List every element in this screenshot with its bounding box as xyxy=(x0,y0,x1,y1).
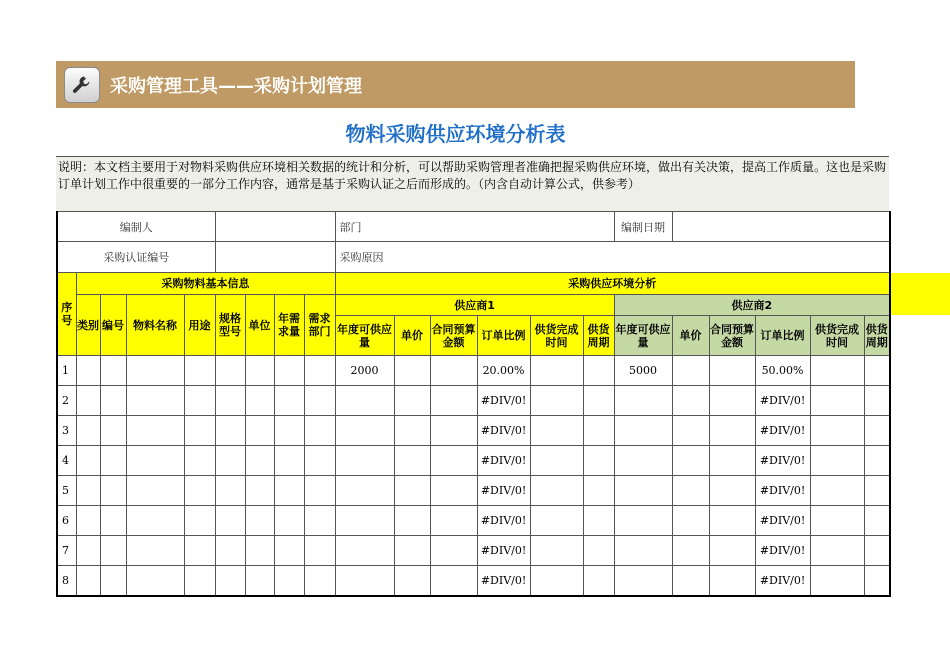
basic-cell[interactable] xyxy=(76,506,100,536)
s2-col-cycle: 供货周期 xyxy=(864,316,890,356)
s1-col-finish: 供货完成时间 xyxy=(530,316,583,356)
basic-cell[interactable] xyxy=(126,506,184,536)
basic-cell[interactable] xyxy=(304,356,335,386)
s2-col-price: 单价 xyxy=(672,316,709,356)
s2-qty-cell[interactable]: 5000 xyxy=(614,356,672,386)
s2-price-cell[interactable] xyxy=(672,416,709,446)
basic-cell[interactable] xyxy=(304,446,335,476)
s1-qty-cell[interactable] xyxy=(335,416,394,446)
s2-finish-cell[interactable] xyxy=(810,356,864,386)
s1-finish-cell[interactable] xyxy=(530,566,583,596)
basic-cell[interactable] xyxy=(215,566,245,596)
s1-qty-cell[interactable] xyxy=(335,386,394,416)
s1-qty-cell[interactable]: 2000 xyxy=(335,356,394,386)
s2-cycle-cell[interactable] xyxy=(864,566,890,596)
basic-cell[interactable] xyxy=(100,566,126,596)
s1-col-ratio: 订单比例 xyxy=(477,316,530,356)
s1-cycle-cell[interactable] xyxy=(583,446,614,476)
s1-qty-cell[interactable] xyxy=(335,476,394,506)
s1-budget-cell[interactable] xyxy=(430,476,477,506)
basic-cell[interactable] xyxy=(304,416,335,446)
s2-finish-cell[interactable] xyxy=(810,566,864,596)
editor-label: 编制人 xyxy=(57,212,215,242)
basic-cell[interactable] xyxy=(215,416,245,446)
basic-cell[interactable] xyxy=(76,356,100,386)
col-spec: 规格型号 xyxy=(215,295,245,356)
s2-cycle-cell[interactable] xyxy=(864,446,890,476)
basic-cell[interactable] xyxy=(100,356,126,386)
table-row xyxy=(57,416,890,446)
basic-cell[interactable] xyxy=(126,386,184,416)
basic-cell[interactable] xyxy=(304,536,335,566)
s1-qty-cell[interactable] xyxy=(335,506,394,536)
col-category: 类别 xyxy=(76,295,100,356)
basic-cell[interactable] xyxy=(245,356,274,386)
basic-cell[interactable] xyxy=(245,566,274,596)
s1-budget-cell[interactable] xyxy=(430,446,477,476)
s2-price-cell[interactable] xyxy=(672,476,709,506)
table-row xyxy=(57,536,890,566)
s2-finish-cell[interactable] xyxy=(810,476,864,506)
basic-cell[interactable] xyxy=(274,566,304,596)
s1-col-qty: 年度可供应量 xyxy=(335,316,394,356)
s1-price-cell[interactable] xyxy=(394,476,430,506)
s2-qty-cell[interactable] xyxy=(614,386,672,416)
s1-finish-cell[interactable] xyxy=(530,416,583,446)
s1-budget-cell[interactable] xyxy=(430,416,477,446)
s1-price-cell[interactable] xyxy=(394,446,430,476)
basic-cell[interactable] xyxy=(304,386,335,416)
basic-cell[interactable] xyxy=(245,506,274,536)
s1-price-cell[interactable] xyxy=(394,416,430,446)
supply-analysis-header: 采购供应环境分析 xyxy=(335,273,890,295)
s1-col-cycle: 供货周期 xyxy=(583,316,614,356)
s2-cycle-cell[interactable] xyxy=(864,476,890,506)
table-row xyxy=(57,506,890,536)
basic-cell[interactable] xyxy=(184,506,215,536)
basic-cell[interactable] xyxy=(184,566,215,596)
row-seq: 6 xyxy=(57,506,76,536)
basic-cell[interactable] xyxy=(126,476,184,506)
col-annual-demand: 年需求量 xyxy=(274,295,304,356)
basic-cell[interactable] xyxy=(215,476,245,506)
row-seq: 7 xyxy=(57,536,76,566)
s2-col-budget: 合同预算金额 xyxy=(709,316,755,356)
row-seq: 8 xyxy=(57,566,76,596)
s2-col-ratio: 订单比例 xyxy=(755,316,810,356)
supplier2-header: 供应商2 xyxy=(614,295,890,316)
basic-cell[interactable] xyxy=(304,506,335,536)
s2-budget-cell[interactable] xyxy=(709,536,755,566)
s2-budget-cell[interactable] xyxy=(709,356,755,386)
basic-cell[interactable] xyxy=(245,416,274,446)
s2-cycle-cell[interactable] xyxy=(864,506,890,536)
col-demand-dept: 需求部门 xyxy=(304,295,335,356)
basic-cell[interactable] xyxy=(184,446,215,476)
col-unit: 单位 xyxy=(245,295,274,356)
s2-qty-cell[interactable] xyxy=(614,566,672,596)
basic-cell[interactable] xyxy=(274,506,304,536)
s2-cycle-cell[interactable] xyxy=(864,536,890,566)
s1-ratio-cell: #DIV/0! xyxy=(477,506,530,536)
s1-budget-cell[interactable] xyxy=(430,386,477,416)
s1-ratio-cell: #DIV/0! xyxy=(477,386,530,416)
s1-cycle-cell[interactable] xyxy=(583,506,614,536)
s1-cycle-cell[interactable] xyxy=(583,386,614,416)
basic-cell[interactable] xyxy=(245,536,274,566)
s2-qty-cell[interactable] xyxy=(614,446,672,476)
basic-cell[interactable] xyxy=(184,476,215,506)
s1-finish-cell[interactable] xyxy=(530,476,583,506)
page-title: 物料采购供应环境分析表 xyxy=(345,122,566,146)
s2-qty-cell[interactable] xyxy=(614,416,672,446)
s1-finish-cell[interactable] xyxy=(530,386,583,416)
basic-cell[interactable] xyxy=(215,506,245,536)
s2-budget-cell[interactable] xyxy=(709,566,755,596)
table-row xyxy=(57,566,890,596)
s1-cycle-cell[interactable] xyxy=(583,536,614,566)
s2-col-finish: 供货完成时间 xyxy=(810,316,864,356)
basic-cell[interactable] xyxy=(184,536,215,566)
basic-cell[interactable] xyxy=(100,476,126,506)
basic-cell[interactable] xyxy=(215,536,245,566)
table-row xyxy=(57,446,890,476)
row-seq: 5 xyxy=(57,476,76,506)
col-name: 物料名称 xyxy=(126,295,184,356)
s2-price-cell[interactable] xyxy=(672,356,709,386)
s1-qty-cell[interactable] xyxy=(335,446,394,476)
cert-label: 采购认证编号 xyxy=(57,242,215,273)
basic-cell[interactable] xyxy=(274,446,304,476)
s1-ratio-cell: 20.00% xyxy=(477,356,530,386)
basic-cell[interactable] xyxy=(76,536,100,566)
basic-cell[interactable] xyxy=(274,386,304,416)
s1-price-cell[interactable] xyxy=(394,386,430,416)
data-rows xyxy=(57,356,890,596)
side-yellow-fill xyxy=(889,273,950,315)
s2-finish-cell[interactable] xyxy=(810,506,864,536)
s1-cycle-cell[interactable] xyxy=(583,416,614,446)
s1-budget-cell[interactable] xyxy=(430,566,477,596)
basic-cell[interactable] xyxy=(76,476,100,506)
s2-cycle-cell[interactable] xyxy=(864,356,890,386)
basic-cell[interactable] xyxy=(245,386,274,416)
s2-price-cell[interactable] xyxy=(672,446,709,476)
basic-cell[interactable] xyxy=(274,536,304,566)
analysis-table xyxy=(56,211,891,597)
basic-cell[interactable] xyxy=(304,476,335,506)
s1-ratio-cell: #DIV/0! xyxy=(477,446,530,476)
s2-ratio-cell: #DIV/0! xyxy=(755,506,810,536)
basic-cell[interactable] xyxy=(184,356,215,386)
s2-finish-cell[interactable] xyxy=(810,536,864,566)
banner-title: 采购管理工具——采购计划管理 xyxy=(110,75,362,97)
basic-cell[interactable] xyxy=(274,356,304,386)
table-row xyxy=(57,476,890,506)
s2-ratio-cell: #DIV/0! xyxy=(755,566,810,596)
s1-col-budget: 合同预算金额 xyxy=(430,316,477,356)
basic-cell[interactable] xyxy=(304,566,335,596)
reason-label: 采购原因 xyxy=(335,242,890,273)
table-row xyxy=(57,356,890,386)
s1-qty-cell[interactable] xyxy=(335,566,394,596)
basic-info-header: 采购物料基本信息 xyxy=(76,273,335,295)
basic-cell[interactable] xyxy=(126,536,184,566)
s2-ratio-cell: 50.00% xyxy=(755,356,810,386)
s2-qty-cell[interactable] xyxy=(614,536,672,566)
s2-finish-cell[interactable] xyxy=(810,416,864,446)
basic-cell[interactable] xyxy=(126,446,184,476)
s2-finish-cell[interactable] xyxy=(810,446,864,476)
s1-ratio-cell: #DIV/0! xyxy=(477,566,530,596)
editor-field[interactable] xyxy=(215,212,335,242)
basic-cell[interactable] xyxy=(274,416,304,446)
basic-cell[interactable] xyxy=(100,446,126,476)
row-seq: 3 xyxy=(57,416,76,446)
basic-cell[interactable] xyxy=(76,386,100,416)
s1-ratio-cell: #DIV/0! xyxy=(477,536,530,566)
s1-col-price: 单价 xyxy=(394,316,430,356)
basic-cell[interactable] xyxy=(76,416,100,446)
basic-cell[interactable] xyxy=(245,476,274,506)
s2-budget-cell[interactable] xyxy=(709,386,755,416)
basic-cell[interactable] xyxy=(245,446,274,476)
s1-finish-cell[interactable] xyxy=(530,356,583,386)
s2-ratio-cell: #DIV/0! xyxy=(755,416,810,446)
basic-cell[interactable] xyxy=(215,446,245,476)
s1-price-cell[interactable] xyxy=(394,506,430,536)
row-seq: 1 xyxy=(57,356,76,386)
s2-col-qty: 年度可供应量 xyxy=(614,316,672,356)
s1-price-cell[interactable] xyxy=(394,536,430,566)
s2-budget-cell[interactable] xyxy=(709,416,755,446)
dept-label: 部门 xyxy=(335,212,614,242)
s1-budget-cell[interactable] xyxy=(430,356,477,386)
s2-cycle-cell[interactable] xyxy=(864,386,890,416)
s2-price-cell[interactable] xyxy=(672,386,709,416)
basic-cell[interactable] xyxy=(100,506,126,536)
s2-ratio-cell: #DIV/0! xyxy=(755,386,810,416)
s2-qty-cell[interactable] xyxy=(614,506,672,536)
s2-ratio-cell: #DIV/0! xyxy=(755,446,810,476)
basic-cell[interactable] xyxy=(76,446,100,476)
wrench-icon xyxy=(64,67,100,103)
basic-cell[interactable] xyxy=(100,386,126,416)
description-note: 说明：本文档主要用于对物料采购供应环境相关数据的统计和分析，可以帮助采购管理者准确把握采购供应环境，做出有关决策，提高工作质量。这也是采购订单计划工作中很重要的一部分工作内容，通常是基于采购认证之后而形成的。（内含自动计算公式，供参考） xyxy=(56,156,889,211)
basic-cell[interactable] xyxy=(274,476,304,506)
basic-cell[interactable] xyxy=(126,566,184,596)
basic-cell[interactable] xyxy=(184,416,215,446)
basic-cell[interactable] xyxy=(100,536,126,566)
col-code: 编号 xyxy=(100,295,126,356)
basic-cell[interactable] xyxy=(126,356,184,386)
s1-cycle-cell[interactable] xyxy=(583,356,614,386)
s1-price-cell[interactable] xyxy=(394,356,430,386)
s2-budget-cell[interactable] xyxy=(709,446,755,476)
s1-budget-cell[interactable] xyxy=(430,506,477,536)
s2-ratio-cell: #DIV/0! xyxy=(755,476,810,506)
s2-budget-cell[interactable] xyxy=(709,476,755,506)
s2-price-cell[interactable] xyxy=(672,566,709,596)
s2-finish-cell[interactable] xyxy=(810,386,864,416)
basic-cell[interactable] xyxy=(100,416,126,446)
s1-qty-cell[interactable] xyxy=(335,536,394,566)
table-row xyxy=(57,386,890,416)
s2-budget-cell[interactable] xyxy=(709,506,755,536)
s2-cycle-cell[interactable] xyxy=(864,416,890,446)
s2-price-cell[interactable] xyxy=(672,536,709,566)
row-seq: 2 xyxy=(57,386,76,416)
basic-cell[interactable] xyxy=(215,356,245,386)
supplier1-header: 供应商1 xyxy=(335,295,614,316)
basic-cell[interactable] xyxy=(215,386,245,416)
col-usage: 用途 xyxy=(184,295,215,356)
cert-field[interactable] xyxy=(215,242,335,273)
s1-cycle-cell[interactable] xyxy=(583,476,614,506)
date-field[interactable] xyxy=(672,212,890,242)
s2-qty-cell[interactable] xyxy=(614,476,672,506)
seq-header: 序号 xyxy=(57,273,76,356)
s1-cycle-cell[interactable] xyxy=(583,566,614,596)
s1-budget-cell[interactable] xyxy=(430,536,477,566)
basic-cell[interactable] xyxy=(76,566,100,596)
row-seq: 4 xyxy=(57,446,76,476)
s2-price-cell[interactable] xyxy=(672,506,709,536)
s1-finish-cell[interactable] xyxy=(530,536,583,566)
basic-cell[interactable] xyxy=(126,416,184,446)
s1-finish-cell[interactable] xyxy=(530,446,583,476)
date-label: 编制日期 xyxy=(614,212,672,242)
s1-ratio-cell: #DIV/0! xyxy=(477,416,530,446)
s2-ratio-cell: #DIV/0! xyxy=(755,536,810,566)
basic-cell[interactable] xyxy=(184,386,215,416)
s1-price-cell[interactable] xyxy=(394,566,430,596)
s1-ratio-cell: #DIV/0! xyxy=(477,476,530,506)
banner xyxy=(56,61,855,108)
s1-finish-cell[interactable] xyxy=(530,506,583,536)
